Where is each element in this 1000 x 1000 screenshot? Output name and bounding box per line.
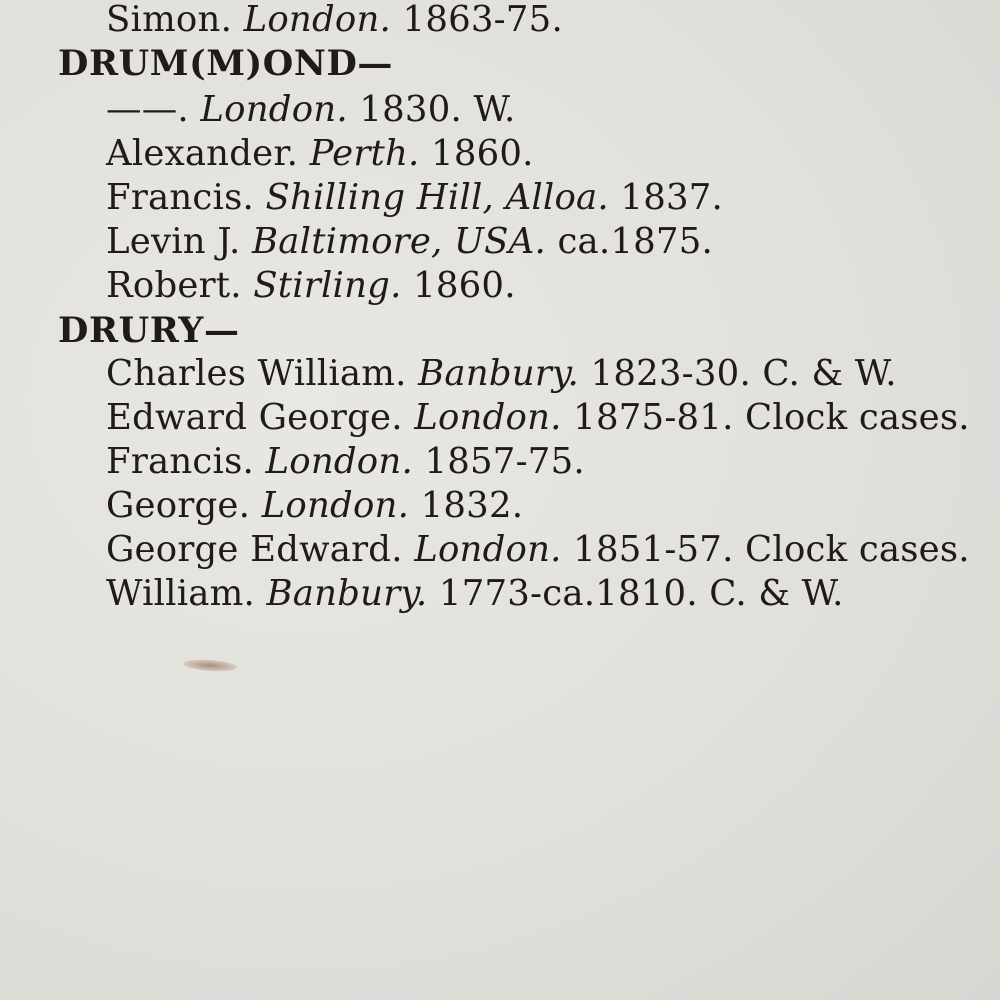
entry-line: [106, 352, 897, 396]
ink-stain: [183, 658, 238, 673]
entry-name: Charles William.: [106, 353, 407, 394]
entry-place: Banbury.: [418, 353, 580, 394]
entry-line: [106, 528, 970, 572]
entry-line: [106, 88, 515, 132]
entry-place: Shilling Hill, Alloa.: [265, 177, 609, 218]
entry-place: Baltimore, USA.: [252, 221, 546, 262]
entry-name: William.: [106, 573, 255, 614]
entry-dates: 1857-75.: [424, 441, 585, 482]
entry-name: Alexander.: [106, 133, 299, 174]
entry-line: [106, 396, 970, 440]
entry-name: Edward George.: [106, 397, 403, 438]
entry-place: London.: [265, 441, 413, 482]
entry-name: Robert.: [106, 265, 242, 306]
entry-place: London.: [261, 485, 410, 526]
entry-name: George Edward.: [106, 529, 403, 570]
entry-dates: 1875-81. Clock cases.: [573, 397, 970, 438]
entry-place: London.: [414, 529, 562, 570]
entry-dates: 1851-57. Clock cases.: [573, 529, 970, 570]
entry-name: Simon.: [106, 0, 233, 40]
entry-place: Banbury.: [266, 573, 428, 614]
surname-heading: DRUM(M)OND—: [58, 43, 393, 84]
entry-dates: 1863-75.: [402, 0, 563, 40]
entry-name: Levin J.: [106, 221, 241, 262]
entry-line: [106, 132, 534, 176]
entry-place: London.: [200, 89, 348, 130]
entry-line: [106, 220, 713, 264]
entry-dates: ca.1875.: [557, 221, 714, 262]
entry-dates: 1832.: [420, 485, 524, 526]
entry-line: [106, 264, 516, 308]
surname-heading: DRURY—: [58, 310, 240, 351]
entry-dates: 1837.: [620, 177, 724, 218]
entry-place: London.: [414, 397, 562, 438]
entry-name: George.: [106, 485, 251, 526]
entry-name: ——.: [106, 89, 189, 130]
entry-dates: 1830. W.: [359, 89, 516, 130]
entry-line: [106, 572, 844, 616]
entry-dates: 1823-30. C. & W.: [590, 353, 897, 394]
entry-name: Francis.: [106, 441, 254, 482]
entry-name: Francis.: [106, 177, 254, 218]
entry-place: Perth.: [309, 133, 420, 174]
entry-dates: 1860.: [413, 265, 516, 306]
entry-place: London.: [243, 0, 392, 40]
entry-dates: 1773-ca.1810. C. & W.: [438, 573, 844, 614]
entry-line: [106, 484, 523, 528]
entry-line: [106, 0, 563, 42]
entry-line: [106, 176, 723, 220]
entry-place: Stirling.: [253, 265, 402, 306]
entry-dates: 1860.: [431, 133, 534, 174]
entry-line: [106, 440, 585, 484]
